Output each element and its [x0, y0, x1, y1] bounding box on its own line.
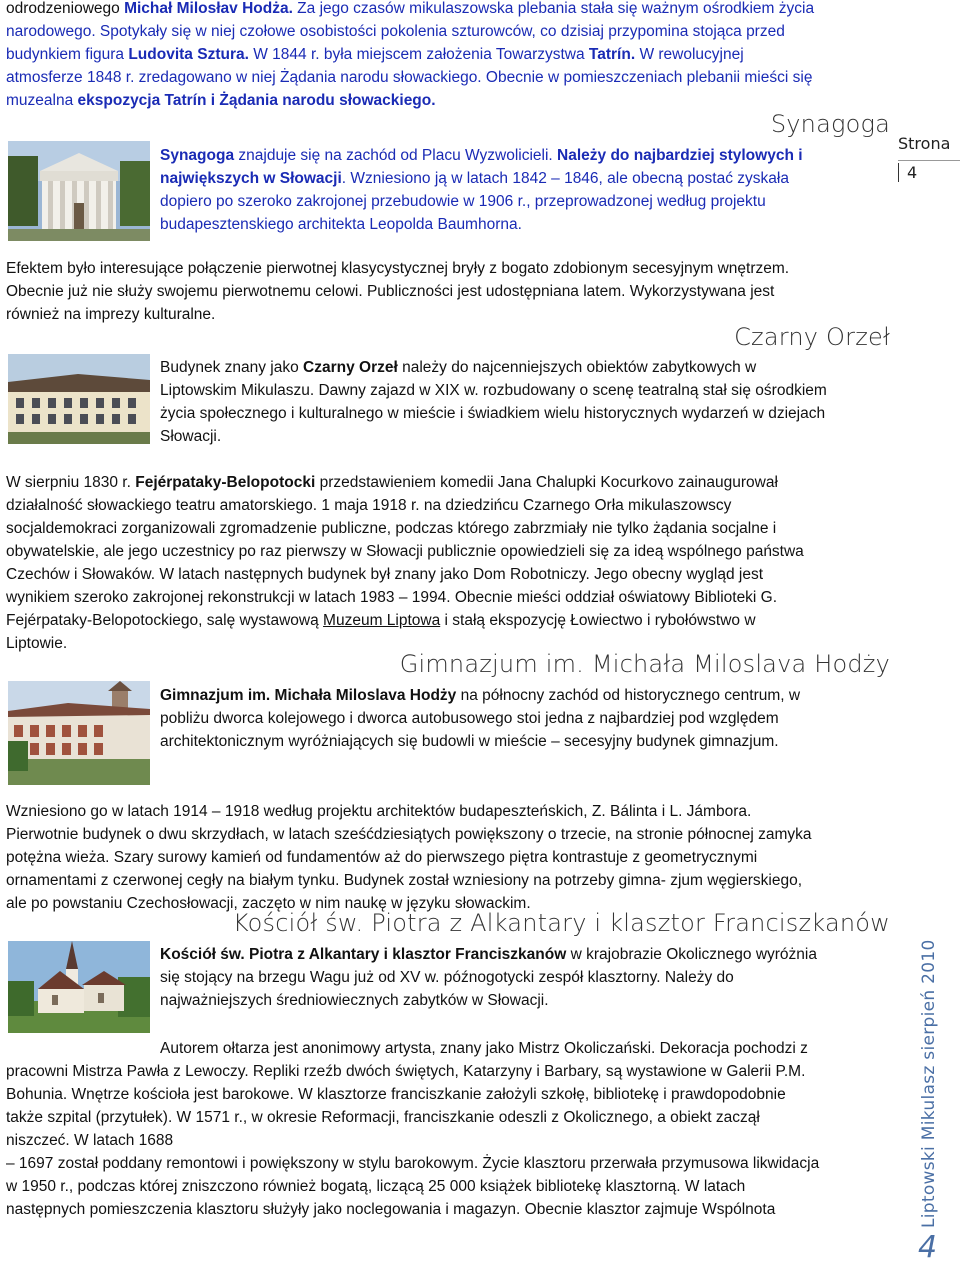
- kosciol-photo: [8, 941, 150, 1033]
- text-line: ornamentami z czerwonej cegły na białym tynku. Budynek został wzniesiony na potrzeby gimna- zjum węgierskiego,: [6, 872, 803, 889]
- text-line: Efektem było interesujące połączenie pierwotnej klasycystycznej bryły z bogato zdobionym secesyjnym wnętrzem.: [6, 260, 790, 277]
- text-line: w 1950 r., podczas której zniszczono również bogatą, liczącą 25 000 książek bibliotekę klasztorną. W latach: [6, 1178, 746, 1195]
- text-line: Czechów i Słowaków. W latach następnych budynek był znany jako Dom Robotniczy. Jego obecny wygląd jest: [6, 566, 764, 583]
- text-line: wynikiem szeroko zakrojonej rekonstrukcji w latach 1983 – 1994. Obecnie mieści oddział oświatowy Biblioteki G.: [6, 589, 778, 606]
- text-line: architektonicznym wyróżniających się budowli w mieście – secesyjny budynek gimnazjum.: [160, 733, 779, 750]
- czarny-orzel-photo: [8, 354, 150, 444]
- gimnazjum-heading: Gimnazjum im. Michała Miloslava Hodży: [399, 650, 890, 678]
- text-line: Słowacji.: [160, 428, 222, 445]
- text-line: Fejérpataky-Belopotockiego, salę wystawową Muzeum Liptowa i stałą ekspozycję Łowiectwo i rybołówstwo w: [6, 612, 756, 629]
- text-line: życia społecznego i kulturalnego w mieście i świadkiem wielu historycznych wydarzeń w dziejach: [160, 405, 826, 422]
- text-line: Pierwotnie budynek o dwu skrzydłach, w latach sześćdziesiątych powiększony o trzecie, na stronie północnej zamyka: [6, 826, 812, 843]
- text-line: Bohunia. Wnętrze kościoła jest barokowe. W klasztorze franciszkanie założyli szkołę, bibliotekę i prawdopodobnie: [6, 1086, 786, 1103]
- text-line: Synagoga znajduje się na zachód od Placu Wyzwolicieli. Należy do najbardziej stylowych i: [160, 147, 803, 164]
- synagoga-photo: [8, 141, 150, 241]
- text-line: Wzniesiono go w latach 1914 – 1918 według projektu architektów budapeszteńskich, Z. Bálinta i L. Jámbora.: [6, 803, 752, 820]
- text-line: także szpital (przytułek). W 1571 r., w okresie Reformacji, franciszkanie odeszli z Okolicznego, a obiekt zaczął: [6, 1109, 760, 1126]
- text-line: pracowni Mistrza Pawła z Lewoczy. Repliki rzeźb dwóch świętych, Katarzyny i Barbary, są wystawione w Galerii P.M.: [6, 1063, 806, 1080]
- text-line: W sierpniu 1830 r. Fejérpataky-Belopotocki przedstawieniem komedii Jana Chalupki Kocurkovo zainaugurował: [6, 474, 778, 491]
- kosciol-paragraph: [6, 1060, 886, 1221]
- text-line: Liptowskim Mikulaszu. Dawny zajazd w XIX w. rozbudowany o scenę teatralną stał się ośrodkiem: [160, 382, 827, 399]
- text-line: się stojący na brzegu Wagu już od XV w. późnogotycki zespół klasztorny. Należy do: [160, 969, 734, 986]
- page-label: Strona: [898, 134, 951, 153]
- gimnazjum-paragraph: [6, 800, 886, 915]
- text-line: Gimnazjum im. Michała Miloslava Hodży na północny zachód od historycznego centrum, w: [160, 687, 801, 704]
- intro-line: muzealna ekspozycja Tatrín i Żądania narodu słowackiego.: [6, 92, 436, 109]
- text-line: również na imprezy kulturalne.: [6, 306, 216, 323]
- czarny-orzel-paragraph: [6, 471, 886, 655]
- intro-line: atmosferze 1848 r. zredagowano w niej Żądania narodu słowackiego. Obecnie w pomieszczeniach plebanii mieści się: [6, 69, 813, 86]
- text-line: – 1697 został poddany remontowi i powiększony w stylu barokowym. Życie klasztoru przerwała przymusowa likwidacja: [6, 1155, 820, 1172]
- intro-paragraph: [6, 0, 886, 112]
- intro-line: odrodzeniowego Michał Milosłav Hodża. Za jego czasów mikulaszowska plebania stała się ważnym ośrodkiem życia: [6, 0, 815, 17]
- gimnazjum-photo: [8, 681, 150, 785]
- czarny-orzel-heading: Czarny Orzeł: [734, 323, 890, 351]
- page-number: 4: [898, 161, 958, 184]
- kosciol-heading: Kościół św. Piotra z Alkantary i klasztor Franciszkanów: [232, 909, 890, 937]
- synagoga-text: [160, 144, 880, 236]
- text-line: działalność słowackiego teatru amatorskiego. 1 maja 1918 r. na dziedzińcu Czarnego Orła mikulaszowscy: [6, 497, 732, 514]
- muzeum-liptowa-link[interactable]: Muzeum Liptowa: [323, 612, 441, 629]
- gimnazjum-text: [160, 684, 890, 753]
- text-line: budapesztenskiego architekta Leopolda Baumhorna.: [160, 216, 522, 233]
- intro-line: budynkiem figura Ludovita Sztura. W 1844 r. była miejscem założenia Towarzystwa Tatrín. W rewolucyjnej: [6, 46, 744, 63]
- intro-line: narodowego. Spotykały się w niej czołowe osobistości pokolenia szturowców, co dzisiaj przypomina stojąca przed: [6, 23, 785, 40]
- text-line: obywatelskie, ale jego uczestnicy po raz pierwszy w Słowacji publicznie opowiedzieli się za ideą wspólnego państwa: [6, 543, 804, 560]
- text-line: Liptowie.: [6, 635, 68, 652]
- page-divider: [898, 160, 960, 161]
- text-line: socjaldemokraci zorganizowali zgromadzenie publiczne, podczas którego zabrzmiały nie tylko żądania socjalne i: [6, 520, 777, 537]
- text-line: Budynek znany jako Czarny Orzeł należy do najcenniejszych obiektów zabytkowych w: [160, 359, 757, 376]
- synagoga-paragraph: [6, 257, 886, 326]
- large-page-number: 4: [918, 1230, 938, 1265]
- text-line: Obecnie już nie służy swojemu pierwotnemu celowi. Publiczności jest udostępniana latem. Wykorzystywana jest: [6, 283, 775, 300]
- synagoga-heading: Synagoga: [770, 110, 890, 138]
- page-marker: [898, 132, 958, 184]
- text-line: ale po powstaniu Czechosłowacji, zaczęto w nim naukę w języku słowackim.: [6, 895, 531, 912]
- vertical-footer: Liptowski Mikulasz sierpień 2010: [919, 939, 939, 1228]
- text-line: pobliżu dworca kolejowego i dworca autobusowego stoi jedna z najbardziej pod względem: [160, 710, 779, 727]
- text-line: najważniejszych średniowiecznych zabytków w Słowacji.: [160, 992, 549, 1009]
- text-line: potężna wieża. Szary surowy kamień od fundamentów aż do pierwszego piętra kontrastuje z geometrycznymi: [6, 849, 758, 866]
- text-line: następnych pomieszczenia klasztoru służyły jako noclegowania i magazyn. Obecnie klasztor zajmuje Wspólnota: [6, 1201, 776, 1218]
- text-line: Kościół św. Piotra z Alkantary i klasztor Franciszkanów w krajobrazie Okolicznego wyróżnia: [160, 946, 817, 963]
- text-line: dopiero po szeroko zakrojonej przebudowie w 1906 r., przeprowadzonej według projektu: [160, 193, 766, 210]
- text-line: największych w Słowacji. Wzniesiono ją w latach 1842 – 1846, ale obecną postać zyskała: [160, 170, 789, 187]
- kosciol-text: [160, 943, 890, 1012]
- text-line: niszczeć. W latach 1688: [6, 1132, 174, 1149]
- czarny-orzel-text: [160, 356, 890, 448]
- kosciol-lead: Autorem ołtarza jest anonimowy artysta, znany jako Mistrz Okoliczański. Dekoracja pochodzi z: [160, 1040, 808, 1057]
